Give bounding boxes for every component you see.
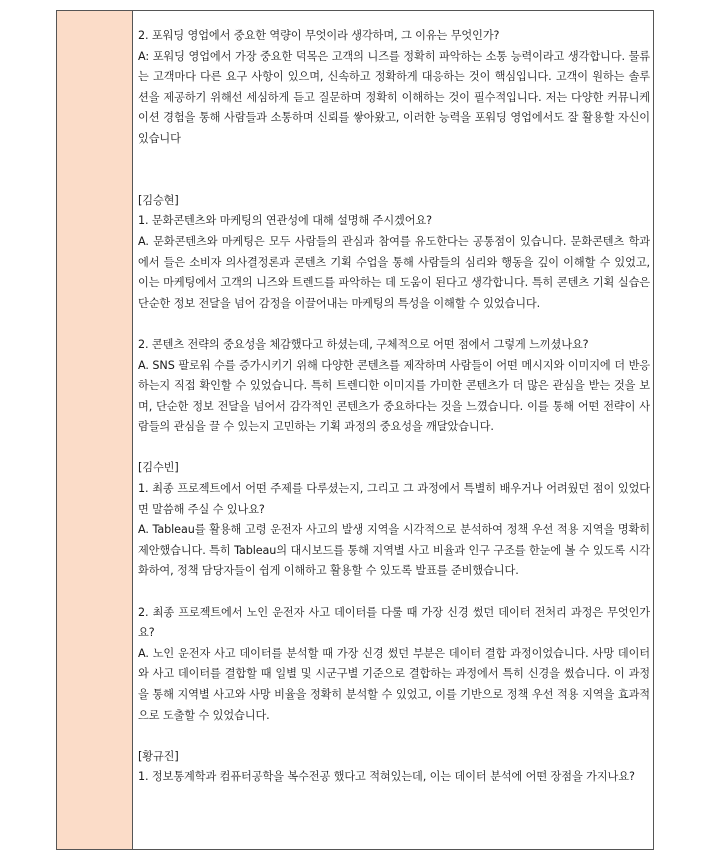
answer: A. 노인 운전자 사고 데이터를 분석할 때 가장 신경 썼던 부분은 데이터 결합 과정이었습니다. 사망 데이터와 사고 데이터를 결합할 때 일별 및 시군구별 기준으로 결합하는 과정에서 특히 신경을 썼습니다. 이 과정을 통해 지역별 사고와 사망 비율을 정확히 분석할 수 있었고, 이를 기반으로 정책 우선 적용 지역을 효과적으로 도출할 수 있었습니다. xyxy=(138,646,650,722)
answer: A. SNS 팔로워 수를 증가시키기 위해 다양한 콘텐츠를 제작하며 사람들이 어떤 메시지와 이미지에 더 반응하는지 직접 확인할 수 있었습니다. 특히 트렌디한 이미지를 가미한 콘텐츠가 더 많은 관심을 받는 것을 보며, 단순한 정보 전달을 넘어서 감각적인 콘텐츠가 중요하다는 것을 느꼈습니다. 이를 통해 어떤 전략이 사람들의 관심을 끌 수 있는지 고민하는 기획 과정의 중요성을 깨달았습니다. xyxy=(138,358,650,434)
answer: A: 포워딩 영업에서 가장 중요한 덕목은 고객의 니즈를 정확히 파악하는 소통 능력이라고 생각합니다. 물류는 고객마다 다른 요구 사항이 있으며, 신속하고 정확하게 대응하는 것이 핵심입니다. 고객이 원하는 솔루션을 제공하기 위해선 세심하게 듣고 질문하며 정확히 이해하는 것이 필수적입니다. 저는 다양한 커뮤니케이션 경험을 통해 사람들과 소통하며 신뢰를 쌓아왔고, 이러한 능력을 포워딩 영업에서도 잘 활용할 자신이 있습니다 xyxy=(138,49,650,145)
interview-qa-content xyxy=(133,11,653,849)
question: 2. 최종 프로젝트에서 노인 운전자 사고 데이터를 다룰 때 가장 신경 썼던 데이터 전처리 과정은 무엇인가요? xyxy=(138,605,650,640)
answer: A. Tableau를 활용해 고령 운전자 사고의 발생 지역을 시각적으로 분석하여 정책 우선 적용 지역을 명확히 제안했습니다. 특히 Tableau의 대시보드를 통해 지역별 사고 비율과 인구 구조를 한눈에 볼 수 있도록 시각화하여, 정책 담당자들이 쉽게 이해하고 활용할 수 있도록 발표를 준비했습니다. xyxy=(138,523,650,578)
interviewee-name: [김수빈] xyxy=(138,461,179,475)
interviewee-name: [김승현] xyxy=(138,193,179,207)
document-page xyxy=(56,10,654,850)
question: 2. 콘텐츠 전략의 중요성을 체감했다고 하셨는데, 구체적으로 어떤 점에서 그렇게 느끼셨나요? xyxy=(138,337,589,351)
question: 1. 문화콘텐츠와 마케팅의 연관성에 대해 설명해 주시겠어요? xyxy=(138,214,433,228)
left-label-column xyxy=(57,11,133,849)
question: 1. 최종 프로젝트에서 어떤 주제를 다루셨는지, 그리고 그 과정에서 특별히 배우거나 어려웠던 점이 있었다면 말씀해 주실 수 있나요? xyxy=(138,482,650,516)
question: 1. 정보통계학과 컴퓨터공학을 복수전공 했다고 적혀있는데, 이는 데이터 분석에 어떤 장점을 가지나요? xyxy=(138,770,635,784)
interviewee-name: [황규진] xyxy=(138,749,179,763)
question: 2. 포워딩 영업에서 중요한 역량이 무엇이라 생각하며, 그 이유는 무엇인가? xyxy=(138,29,500,42)
answer: A. 문화콘텐츠와 마케팅은 모두 사람들의 관심과 참여를 유도한다는 공통점이 있습니다. 문화콘텐츠 학과에서 들은 소비자 의사결정론과 콘텐츠 기획 수업을 통해 사람들의 심리와 행동을 깊이 이해할 수 있었고, 이는 마케팅에서 고객의 니즈와 트렌드를 파악하는 데 도움이 된다고 생각합니다. 특히 콘텐츠 기획 실습은 단순한 정보 전달을 넘어 감정을 이끌어내는 마케팅의 특성을 이해할 수 있었습니다. xyxy=(138,234,650,310)
